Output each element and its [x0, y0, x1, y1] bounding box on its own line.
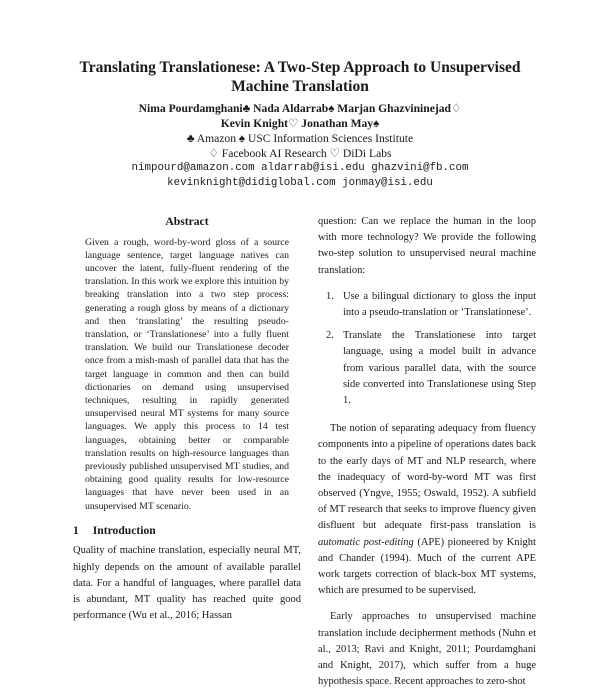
list-marker: 2.: [326, 330, 334, 342]
right-column: [318, 214, 536, 700]
affiliation-line-2: ♢ Facebook AI Research ♡ DiDi Labs: [208, 147, 392, 160]
right-paragraph-2: [318, 421, 536, 599]
right-paragraph-3: Early approaches to unsupervised machine translation include decipherment methods (Nuhn et al., 2013; Ravi and Knight, 2011; Pourdamghani and Knight, 2017), which suffer from a huge hypothesis space. Recent approaches to zero-shot: [318, 611, 536, 688]
author-block: [60, 101, 540, 191]
list-item-text: Translate the Translationese into target language, using a model built in advance from various parallel data, with the source side converted into Translationese using Step 1.: [343, 330, 536, 407]
left-column: [73, 214, 301, 625]
section-heading-introduction: [73, 523, 301, 539]
email-line-2: kevinknight@didiglobal.com jonmay@isi.edu: [167, 177, 433, 189]
paragraph-text: The notion of separating adequacy from fluency components into a pipeline of operations dates back to the early days of MT and NLP research, where the inadequacy of word-by-word MT was first observed (Yngve, 1955; Oswald, 1952). A subfield of MT research that seeks to improve fluency given disfluent but adequate first-pass translation is: [318, 423, 536, 532]
email-line-1: nimpourd@amazon.com aldarrab@isi.edu ghazvini@fb.com: [131, 162, 469, 174]
paper-title: [60, 58, 540, 96]
emphasis-text: automatic post-editing: [318, 536, 414, 548]
abstract-heading: Abstract: [165, 215, 209, 228]
section-title: Introduction: [92, 523, 156, 537]
list-item-text: Use a bilingual dictionary to gloss the input into a pseudo-translation or ‘Translationese’.: [343, 290, 536, 319]
paragraph-text: (APE) pioneered by Knight and Chander (1994). Much of the current APE work targets correction of black-box MT systems, which are presumed to be supervised.: [318, 536, 536, 597]
author-names-line-1: Nima Pourdamghani♣ Nada Aldarrab♠ Marjan Ghazvininejad♢: [138, 102, 462, 115]
title-line-2: Machine Translation: [231, 78, 369, 95]
list-item: [318, 328, 536, 409]
affiliation-line-1: ♣ Amazon ♠ USC Information Sciences Institute: [186, 132, 414, 145]
abstract-text: Given a rough, word-by-word gloss of a source language sentence, target language natives can uncover the latent, fully-fluent rendering of the translation. In this work we explore this intuition by breaking translation into a two step process: generating a rough gloss by means of a dictionary and then ‘translating’ the resulting pseudo-translation, or ‘Translationese’ into a fully fluent translation. We build our Translationese decoder once from a mish-mash of parallel data that has the target language in common and then can build dictionaries on demand using unsupervised techniques, resulting in rapidly generated unsupervised neural MT systems for many source languages. We apply this process to 14 test languages, obtaining better or comparable translation results on high-resource languages than previously published unsupervised MT studies, and obtaining good quality results for low-resource languages that have never been used in an unsupervised MT scenario.: [85, 236, 289, 512]
section-number: 1: [73, 523, 79, 537]
right-paragraph-1: question: Can we replace the human in the loop with more technology? We provide the following two-step solution to unsupervised neural machine translation:: [318, 216, 536, 276]
author-names-line-2: Kevin Knight♡ Jonathan May♠: [220, 117, 380, 130]
two-step-list: [318, 289, 536, 409]
list-marker: 1.: [326, 290, 334, 302]
introduction-paragraph: Quality of machine translation, especially neural MT, highly depends on the amount of available parallel data. For a handful of languages, where parallel data is abundant, MT quality has reached quite good performance (Wu et al., 2016; Hassan: [73, 545, 301, 622]
title-line-1: Translating Translationese: A Two-Step Approach to Unsupervised: [79, 59, 521, 76]
list-item: [318, 289, 536, 321]
